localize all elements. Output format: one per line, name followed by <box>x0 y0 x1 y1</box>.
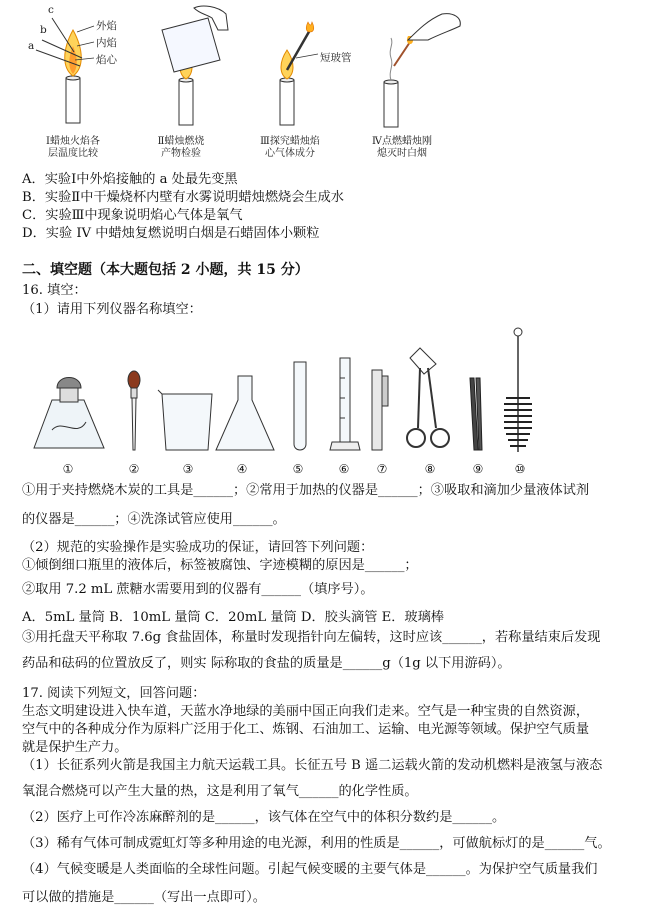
instrument-10 <box>504 328 532 452</box>
instrument-5 <box>294 362 306 450</box>
instrument-6 <box>330 358 360 450</box>
label-c: c <box>48 4 54 16</box>
q17-stem: 17. 阅读下列短文，回答问题： <box>22 686 206 701</box>
instrument-1 <box>34 378 104 449</box>
q16-fill1-line2: 的仪器是______；④洗涤试管应使用______。 <box>22 512 286 527</box>
label-b: b <box>40 24 47 36</box>
caption-1: Ⅰ蜡烛火焰各 层温度比较 <box>46 136 100 159</box>
q17-q3: （3）稀有气体可制成霓虹灯等多种用途的电光源，利用的性质是______，可做航标灯的是______气。 <box>22 836 611 851</box>
q15-option-b: B．实验Ⅱ中干燥烧杯内壁有水雾说明蜡烛燃烧会生成水 <box>22 190 344 205</box>
q17-para-line2: 空气中的各种成分作为原料广泛用于化工、炼钢、石油加工、运输、电光源等领域。保护空气质量 <box>22 722 590 737</box>
q17-q1-line1: （1）长征系列火箭是我国主力航天运载工具。长征五号 B 遥二运载火箭的发动机燃料是液氢与液态 <box>22 758 603 773</box>
section-2-title: 二、填空题（本大题包括 2 小题，共 15 分） <box>22 262 309 278</box>
instruments-figure <box>22 318 622 460</box>
instrument-number-6: ⑥ <box>338 462 350 476</box>
instrument-number-2: ② <box>128 462 140 476</box>
q17-q1-line2: 氧混合燃烧可以产生大量的热，这是利用了氧气______的化学性质。 <box>22 784 418 799</box>
instrument-number-9: ⑨ <box>472 462 484 476</box>
outer-flame-label: 外焰 <box>96 20 117 32</box>
caption-4: Ⅳ点燃蜡烛刚 熄灭时白烟 <box>372 136 432 159</box>
q17-q4-line2: 可以做的措施是______（写出一点即可）。 <box>22 890 266 905</box>
short-tube-label: 短玻管 <box>320 52 352 64</box>
instrument-number-7: ⑦ <box>376 462 388 476</box>
instrument-4 <box>216 376 274 450</box>
flame-core-label: 焰心 <box>96 54 117 66</box>
caption-2: Ⅱ蜡烛燃烧 产物检验 <box>157 136 205 159</box>
label-a: a <box>28 40 35 52</box>
q16-fill2-line3: ③用托盘天平称取 7.6g 食盐固体，称量时发现指针向左偏转，这时应该______，若称量结束后发现 <box>22 630 601 645</box>
instrument-number-4: ④ <box>236 462 248 476</box>
q15-option-c: C．实验Ⅲ中现象说明焰心气体是氧气 <box>22 208 243 223</box>
q16-part2: （2）规范的实验操作是实验成功的保证，请回答下列问题： <box>22 540 374 555</box>
instrument-7 <box>372 370 388 450</box>
candle-figure-3 <box>280 22 318 125</box>
q16-fill1-line1: ①用于夹持燃烧木炭的工具是______；②常用于加热的仪器是______；③吸取和滴加少量液体试剂 <box>22 483 590 498</box>
instrument-3 <box>158 390 212 450</box>
q16-fill2-line1: ①倾倒细口瓶里的液体后，标签被腐蚀、字迹模糊的原因是______； <box>22 558 418 573</box>
instrument-number-10: ⑩ <box>514 462 526 476</box>
q15-option-d: D．实验 IV 中蜡烛复燃说明白烟是石蜡固体小颗粒 <box>22 226 320 241</box>
q17-para-line1: 生态文明建设进入快车道，天蓝水净地绿的美丽中国正向我们走来。空气是一种宝贵的自然资源， <box>22 704 590 719</box>
q16-part1: （1）请用下列仪器名称填空： <box>22 302 202 317</box>
q17-para-line3: 就是保护生产力。 <box>22 740 128 755</box>
q15-option-a: A．实验Ⅰ中外焰接触的 a 处最先变黑 <box>22 172 238 187</box>
q16-stem: 16. 填空： <box>22 283 87 298</box>
instrument-9 <box>470 378 482 450</box>
caption-3: Ⅲ探究蜡烛焰 心气体成分 <box>260 136 320 159</box>
instrument-number-3: ③ <box>182 462 194 476</box>
instrument-8 <box>407 348 449 447</box>
instrument-number-5: ⑤ <box>292 462 304 476</box>
candle-figure-2 <box>162 6 228 125</box>
instrument-number-8: ⑧ <box>424 462 436 476</box>
q17-q2: （2）医疗上可作冷冻麻醉剂的是______，该气体在空气中的体积分数约是______。 <box>22 810 506 825</box>
q16-fill2-line4: 药品和砝码的位置放反了，则实 际称取的食盐的质量是______g（1g 以下用游码）。 <box>22 656 511 671</box>
inner-flame-label: 内焰 <box>96 37 117 49</box>
q16-fill2-line2: ②取用 7.2 mL 蔗糖水需要用到的仪器有______（填序号）。 <box>22 582 374 597</box>
instrument-number-1: ① <box>62 462 74 476</box>
candle-figure-4 <box>384 14 460 127</box>
q16-fill2-options: A．5mL 量筒 B．10mL 量筒 C．20mL 量筒 D．胶头滴管 E．玻璃棒 <box>22 610 444 625</box>
q17-q4-line1: （4）气候变暖是人类面临的全球性问题。引起气候变暖的主要气体是______。为保护空气质量我们 <box>22 862 598 877</box>
instrument-2 <box>128 371 140 450</box>
